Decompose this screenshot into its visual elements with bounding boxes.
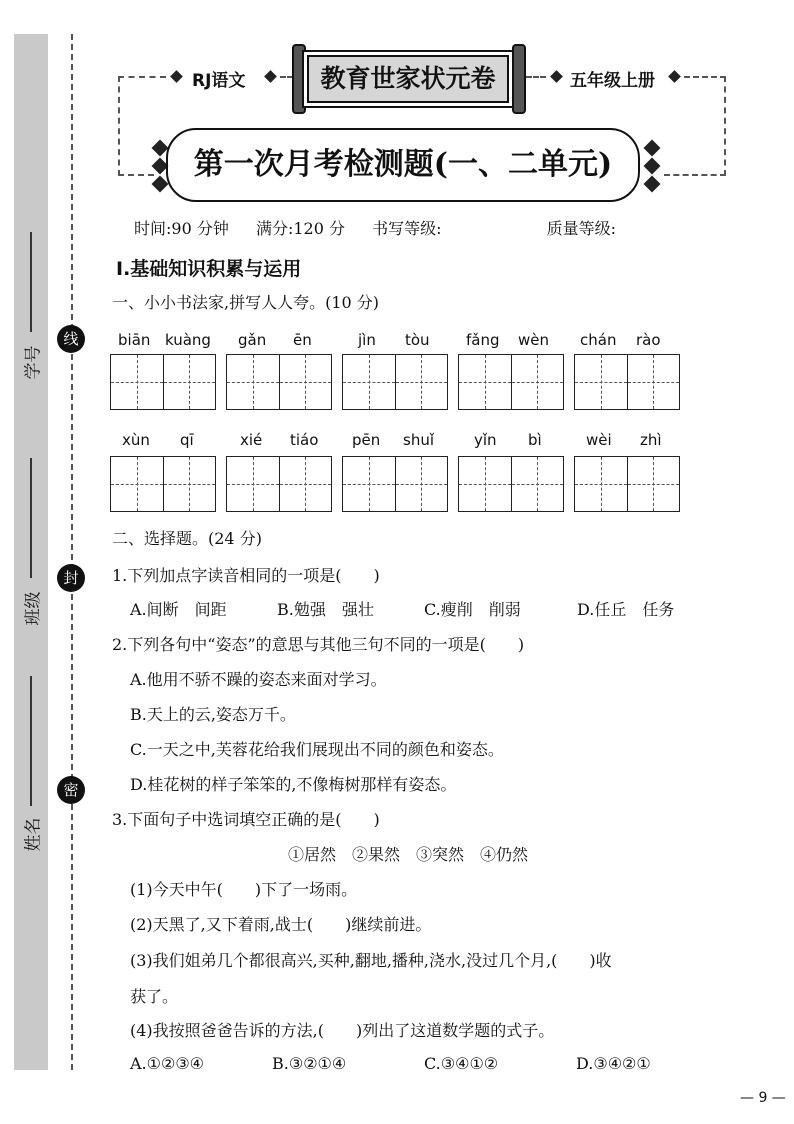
diamond-icon <box>668 70 681 83</box>
pinyin: yǐn <box>474 431 497 449</box>
pinyin: xùn <box>122 431 150 449</box>
q2-1-option-a[interactable]: A.间断 间距 <box>130 600 227 619</box>
writing-grid[interactable] <box>110 354 216 410</box>
q2-2-option-d[interactable]: D.桂花树的样子笨笨的,不像梅树那样有姿态。 <box>130 775 457 794</box>
name-line <box>30 676 32 806</box>
writing-grid[interactable] <box>226 354 332 410</box>
pinyin: fǎng <box>466 331 500 349</box>
pinyin: gǎn <box>238 331 267 349</box>
pinyin: tiáo <box>290 431 319 449</box>
q2-2-stem: 2.下列各句中“姿态”的意思与其他三句不同的一项是( ) <box>112 635 525 654</box>
diamond-icon <box>644 158 661 175</box>
diamond-icon <box>644 176 661 193</box>
seal-line-badge: 线 <box>57 325 85 353</box>
q2-3-option-c[interactable]: C.③④①② <box>424 1054 499 1073</box>
q2-3-word-choices: ①居然 ②果然 ③突然 ④仍然 <box>288 845 529 864</box>
diamond-icon <box>550 70 563 83</box>
writing-grid[interactable] <box>226 456 332 512</box>
exam-full-score: 满分:120 分 <box>255 219 345 238</box>
name-label: 姓名 <box>23 817 44 852</box>
exam-meta <box>134 216 638 239</box>
q2-1-option-d[interactable]: D.任丘 任务 <box>577 600 675 619</box>
pinyin: ēn <box>293 331 312 349</box>
pinyin: wèi <box>586 431 612 449</box>
q2-2-option-b[interactable]: B.天上的云,姿态万千。 <box>130 705 296 724</box>
cut-line <box>71 34 73 1070</box>
writing-grid[interactable] <box>342 354 448 410</box>
pinyin: biān <box>118 331 151 349</box>
header-dash-left-bottom <box>118 174 154 176</box>
writing-grid[interactable] <box>110 456 216 512</box>
q2-3-sentence-4: (4)我按照爸爸告诉的方法,( )列出了这道数学题的式子。 <box>130 1021 555 1040</box>
q2-3-sentence-1: (1)今天中午( )下了一场雨。 <box>130 880 358 899</box>
writing-grid[interactable] <box>458 354 564 410</box>
exam-time: 时间:90 分钟 <box>134 219 229 238</box>
pinyin: rào <box>636 331 661 349</box>
pinyin: jìn <box>358 331 376 349</box>
q2-3-option-b[interactable]: B.③②①④ <box>272 1054 347 1073</box>
student-id-line <box>30 232 32 332</box>
q2-3-option-d[interactable]: D.③④②① <box>576 1054 651 1073</box>
q2-1-option-b[interactable]: B.勉强 强壮 <box>277 600 374 619</box>
question-1-heading: 一、小小书法家,拼写人人夸。(10 分) <box>112 293 380 312</box>
q2-3-option-a[interactable]: A.①②③④ <box>130 1054 205 1073</box>
pinyin: xié <box>240 431 263 449</box>
q2-3-sentence-2: (2)天黑了,又下着雨,战士( )继续前进。 <box>130 915 432 934</box>
q2-1-option-c[interactable]: C.瘦削 削弱 <box>424 600 521 619</box>
pinyin: wèn <box>518 331 550 349</box>
header-dash-left <box>118 76 166 78</box>
q2-2-option-c[interactable]: C.一天之中,芙蓉花给我们展现出不同的颜色和姿态。 <box>130 740 504 759</box>
diamond-icon <box>264 70 277 83</box>
q2-2-option-a[interactable]: A.他用不骄不躁的姿态来面对学习。 <box>130 670 387 689</box>
pinyin: zhì <box>640 431 662 449</box>
header-dash-right-v <box>724 76 726 176</box>
q2-3-stem: 3.下面句子中选词填空正确的是( ) <box>112 810 380 829</box>
question-2-heading: 二、选择题。(24 分) <box>112 529 262 548</box>
pinyin: kuàng <box>165 331 211 349</box>
header-dash-right-bottom <box>664 174 726 176</box>
seal-secret-badge: 密 <box>57 776 85 804</box>
student-id-label: 学号 <box>23 345 44 380</box>
pinyin: chán <box>580 331 617 349</box>
class-label: 班级 <box>23 591 44 626</box>
header-dash-left-v <box>118 76 120 176</box>
q2-3-sentence-3: (3)我们姐弟几个都很高兴,买种,翻地,播种,浇水,没过几个月,( )收 <box>130 951 612 970</box>
pinyin: shuǐ <box>403 431 434 449</box>
pinyin: pēn <box>352 431 381 449</box>
subject-tag: RJ语文 <box>192 71 246 91</box>
page-number: — 9 — <box>740 1090 786 1106</box>
class-line <box>30 458 32 578</box>
quality-grade: 质量等级: <box>546 219 616 238</box>
pinyin: qī <box>180 431 194 449</box>
pinyin: bì <box>528 431 542 449</box>
section-title: Ⅰ.基础知识积累与运用 <box>116 258 302 280</box>
writing-grid[interactable] <box>342 456 448 512</box>
q2-1-stem: 1.下列加点字读音相同的一项是( ) <box>112 566 380 585</box>
writing-grid[interactable] <box>574 354 680 410</box>
grade-tag: 五年级上册 <box>570 71 655 91</box>
seal-seal-badge: 封 <box>57 564 85 592</box>
writing-grade: 书写等级: <box>372 219 442 238</box>
series-banner: 教育世家状元卷 <box>302 50 514 108</box>
pinyin: tòu <box>405 331 430 349</box>
writing-grid[interactable] <box>458 456 564 512</box>
q2-3-sentence-3-cont: 获了。 <box>130 987 179 1006</box>
diamond-icon <box>170 70 183 83</box>
diamond-icon <box>644 140 661 157</box>
exam-title: 第一次月考检测题(一、二单元) <box>166 128 640 202</box>
writing-grid[interactable] <box>574 456 680 512</box>
header-dash <box>526 76 546 78</box>
header-dash-right <box>684 76 726 78</box>
scroll-end-right <box>512 44 526 114</box>
